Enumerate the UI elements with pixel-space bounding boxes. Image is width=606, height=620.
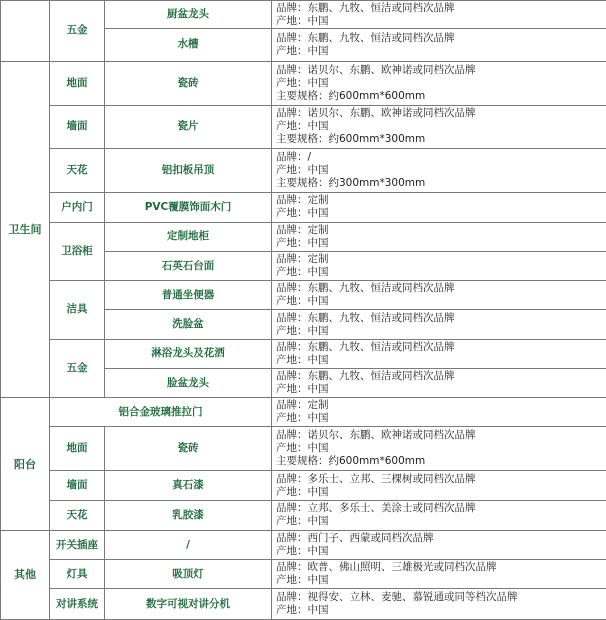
description-cell	[272, 29, 606, 61]
subcategory-cell: 灯具	[50, 560, 105, 589]
item-cell: PVC覆膜饰面木门	[105, 193, 272, 222]
subcategory-cell: 五金	[50, 339, 105, 398]
subcategory-cell: 开关插座	[50, 530, 105, 559]
origin-line: 产地：中国	[276, 485, 329, 498]
origin-line: 产地：中国	[276, 14, 329, 27]
area-cell: 阳台	[1, 398, 50, 531]
subcategory-cell: 五金	[50, 1, 105, 62]
item-cell: 厨盆龙头	[105, 1, 272, 29]
table-row	[1, 61, 606, 105]
subcategory-cell: 户内门	[50, 193, 105, 222]
table-row	[1, 222, 606, 251]
description-cell	[272, 398, 606, 427]
origin-line: 产地：中国	[276, 295, 329, 308]
brand-line: 品牌：多乐士、立邦、三棵树或同档次品牌	[276, 472, 476, 485]
table-row	[1, 589, 606, 620]
brand-line: 品牌：立邦、多乐士、美涂士或同档次品牌	[276, 502, 476, 515]
table-row	[1, 1, 606, 29]
item-cell: 定制地柜	[105, 222, 272, 251]
subcategory-cell: 天花	[50, 149, 105, 193]
subcategory-cell: 洁具	[50, 281, 105, 340]
brand-line: 品牌：东鹏、九牧、恒洁或同档次品牌	[276, 282, 455, 295]
item-cell: 瓷砖	[105, 61, 272, 105]
table-row	[1, 530, 606, 559]
subcategory-cell: 卫浴柜	[50, 222, 105, 281]
description-cell	[272, 427, 606, 471]
origin-line: 产地：中国	[276, 324, 329, 337]
item-cell: 洗脸盆	[105, 310, 272, 339]
brand-line: 品牌：视得安、立林、麦驰、慕锐通或同等档次品牌	[276, 591, 518, 604]
area-cell: 其他	[1, 530, 50, 619]
origin-line: 产地：中国	[276, 604, 329, 617]
origin-line: 产地：中国	[276, 515, 329, 528]
brand-line: 品牌：东鹏、九牧、恒洁或同档次品牌	[276, 340, 455, 353]
table-row	[1, 339, 606, 368]
origin-line: 产地：中国	[276, 120, 329, 133]
area-cell	[1, 1, 50, 62]
subcategory-cell: 地面	[50, 61, 105, 105]
description-cell	[272, 281, 606, 310]
brand-line: 品牌：欧普、佛山照明、三雄极光或同档次品牌	[276, 561, 497, 574]
brand-line: 品牌：东鹏、九牧、恒洁或同档次品牌	[276, 31, 455, 44]
description-cell	[272, 339, 606, 368]
description-cell	[272, 105, 606, 149]
item-cell: 铝合金玻璃推拉门	[50, 398, 272, 427]
origin-line: 产地：中国	[276, 412, 329, 425]
brand-line: 品牌：定制	[276, 194, 329, 207]
table-row	[1, 427, 606, 471]
item-cell: /	[105, 530, 272, 559]
brand-line: 品牌：定制	[276, 399, 329, 412]
spec-line: 主要规格：约600mm*300mm	[276, 133, 426, 146]
brand-line: 品牌：定制	[276, 253, 329, 265]
description-cell	[272, 61, 606, 105]
spec-line: 主要规格：约600mm*600mm	[276, 455, 426, 468]
table-row	[1, 398, 606, 427]
brand-line: 品牌：诺贝尔、东鹏、欧神诺或同档次品牌	[276, 429, 476, 442]
origin-line: 产地：中国	[276, 44, 329, 57]
item-cell: 瓷砖	[105, 427, 272, 471]
brand-line: 品牌：/	[276, 151, 312, 164]
subcategory-cell: 天花	[50, 500, 105, 530]
subcategory-cell: 对讲系统	[50, 589, 105, 620]
description-cell	[272, 149, 606, 193]
description-cell	[272, 1, 606, 29]
table-row	[1, 105, 606, 149]
origin-line: 产地：中国	[276, 236, 329, 249]
description-cell	[272, 310, 606, 339]
origin-line: 产地：中国	[276, 164, 329, 177]
item-cell: 淋浴龙头及花洒	[105, 339, 272, 368]
item-cell: 铝扣板吊顶	[105, 149, 272, 193]
origin-line: 产地：中国	[276, 353, 329, 366]
item-cell: 吸顶灯	[105, 560, 272, 589]
description-cell	[272, 222, 606, 251]
origin-line: 产地：中国	[276, 383, 329, 396]
brand-line: 品牌：西门子、西蒙或同档次品牌	[276, 532, 434, 545]
brand-line: 品牌：诺贝尔、东鹏、欧神诺或同档次品牌	[276, 63, 476, 76]
subcategory-cell: 墙面	[50, 105, 105, 149]
origin-line: 产地：中国	[276, 266, 329, 278]
item-cell: 石英石台面	[105, 251, 272, 280]
brand-line: 品牌：诺贝尔、东鹏、欧神诺或同档次品牌	[276, 107, 476, 120]
item-cell: 瓷片	[105, 105, 272, 149]
item-cell: 水槽	[105, 29, 272, 61]
brand-line: 品牌：东鹏、九牧、恒洁或同档次品牌	[276, 1, 455, 14]
table-row	[1, 281, 606, 310]
description-cell	[272, 589, 606, 620]
spec-line: 主要规格：约600mm*600mm	[276, 89, 426, 102]
area-cell: 卫生间	[1, 61, 50, 398]
table-row	[1, 149, 606, 193]
origin-line: 产地：中国	[276, 76, 329, 89]
spec-line: 主要规格：约300mm*300mm	[276, 177, 426, 190]
description-cell	[272, 368, 606, 397]
origin-line: 产地：中国	[276, 442, 329, 455]
description-cell	[272, 560, 606, 589]
item-cell: 数字可视对讲分机	[105, 589, 272, 620]
brand-line: 品牌：定制	[276, 223, 329, 236]
subcategory-cell: 墙面	[50, 471, 105, 500]
description-cell	[272, 193, 606, 222]
item-cell: 真石漆	[105, 471, 272, 500]
origin-line: 产地：中国	[276, 545, 329, 558]
brand-line: 品牌：东鹏、九牧、恒洁或同档次品牌	[276, 311, 455, 324]
table-row	[1, 193, 606, 222]
subcategory-cell: 地面	[50, 427, 105, 471]
description-cell	[272, 500, 606, 530]
description-cell	[272, 471, 606, 500]
table-row	[1, 560, 606, 589]
description-cell	[272, 530, 606, 559]
origin-line: 产地：中国	[276, 207, 329, 220]
table-row	[1, 500, 606, 530]
item-cell: 乳胶漆	[105, 500, 272, 530]
origin-line: 产地：中国	[276, 574, 329, 587]
brand-line: 品牌：东鹏、九牧、恒洁或同档次品牌	[276, 370, 455, 383]
description-cell	[272, 251, 606, 280]
item-cell: 脸盆龙头	[105, 368, 272, 397]
item-cell: 普通坐便器	[105, 281, 272, 310]
table-row	[1, 471, 606, 500]
